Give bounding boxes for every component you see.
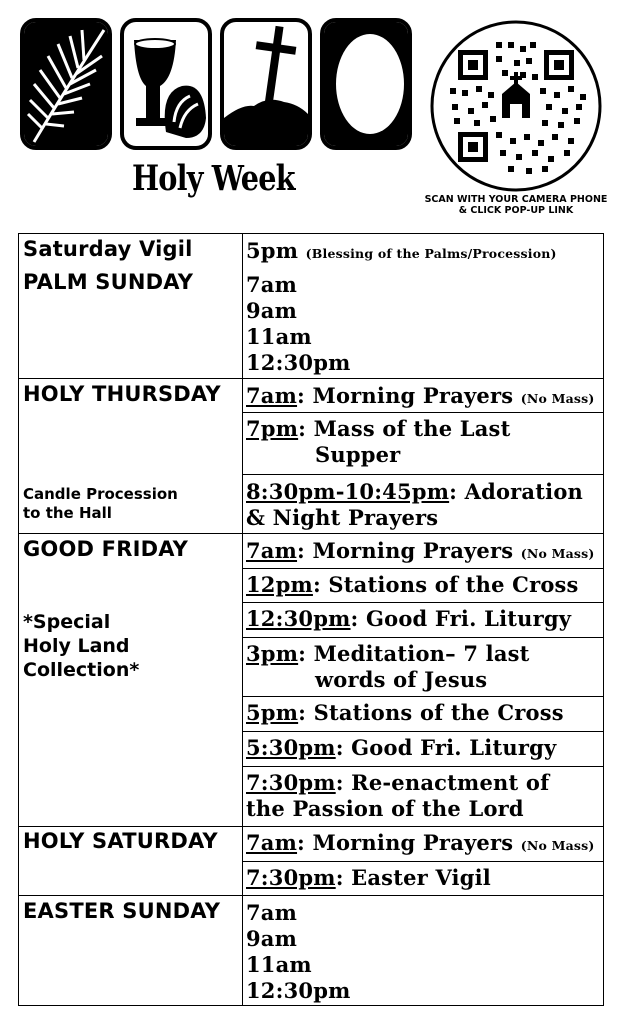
day-holy-thursday: HOLY THURSDAY bbox=[23, 382, 221, 406]
holy-saturday-event: 7:30pm: Easter Vigil bbox=[246, 865, 491, 890]
holy-thursday-note: Candle Procession to the Hall bbox=[23, 485, 178, 522]
page-title: Holy Week bbox=[132, 158, 295, 199]
easter-sunday-times: 7am 9am 11am 12:30pm bbox=[246, 900, 351, 1003]
header bbox=[0, 0, 622, 226]
day-saturday-vigil: Saturday Vigil bbox=[23, 237, 193, 261]
good-friday-event: 12:30pm: Good Fri. Liturgy bbox=[246, 606, 572, 631]
day-good-friday: GOOD FRIDAY bbox=[23, 537, 189, 561]
good-friday-note: *Special Holy Land Collection* bbox=[23, 611, 140, 681]
good-friday-event: 5:30pm: Good Fri. Liturgy bbox=[246, 735, 557, 760]
day-palm-sunday: PALM SUNDAY bbox=[23, 270, 194, 294]
qr-caption: SCAN WITH YOUR CAMERA PHONE & CLICK POP-UP LINK bbox=[424, 194, 608, 216]
good-friday-event: 3pm: Meditation– 7 last words of Jesus bbox=[246, 641, 530, 692]
holy-thursday-event: 7pm: Mass of the Last Supper bbox=[246, 416, 511, 467]
palm-sunday-times: 7am 9am 11am 12:30pm bbox=[246, 272, 351, 375]
day-holy-saturday: HOLY SATURDAY bbox=[23, 829, 218, 853]
stone-and-tomb-icon bbox=[320, 18, 412, 150]
saturday-vigil-event: 5pm (Blessing of the Palms/Procession) bbox=[246, 238, 557, 263]
cross-on-hill-icon bbox=[220, 18, 312, 150]
holy-saturday-event: 7am: Morning Prayers (No Mass) bbox=[246, 830, 595, 855]
schedule-table bbox=[18, 233, 604, 1006]
holy-thursday-event: 8:30pm-10:45pm: Adoration & Night Prayers bbox=[246, 479, 583, 530]
palm-icon bbox=[20, 18, 112, 150]
good-friday-event: 7am: Morning Prayers (No Mass) bbox=[246, 538, 595, 563]
chalice-and-bread-icon bbox=[120, 18, 212, 150]
day-easter-sunday: EASTER SUNDAY bbox=[23, 899, 221, 923]
holy-thursday-event: 7am: Morning Prayers (No Mass) bbox=[246, 383, 595, 408]
good-friday-event: 7:30pm: Re-enactment of the Passion of the Lord bbox=[246, 770, 550, 821]
qr-code-icon[interactable] bbox=[430, 20, 602, 192]
good-friday-event: 5pm: Stations of the Cross bbox=[246, 700, 564, 725]
good-friday-event: 12pm: Stations of the Cross bbox=[246, 572, 579, 597]
